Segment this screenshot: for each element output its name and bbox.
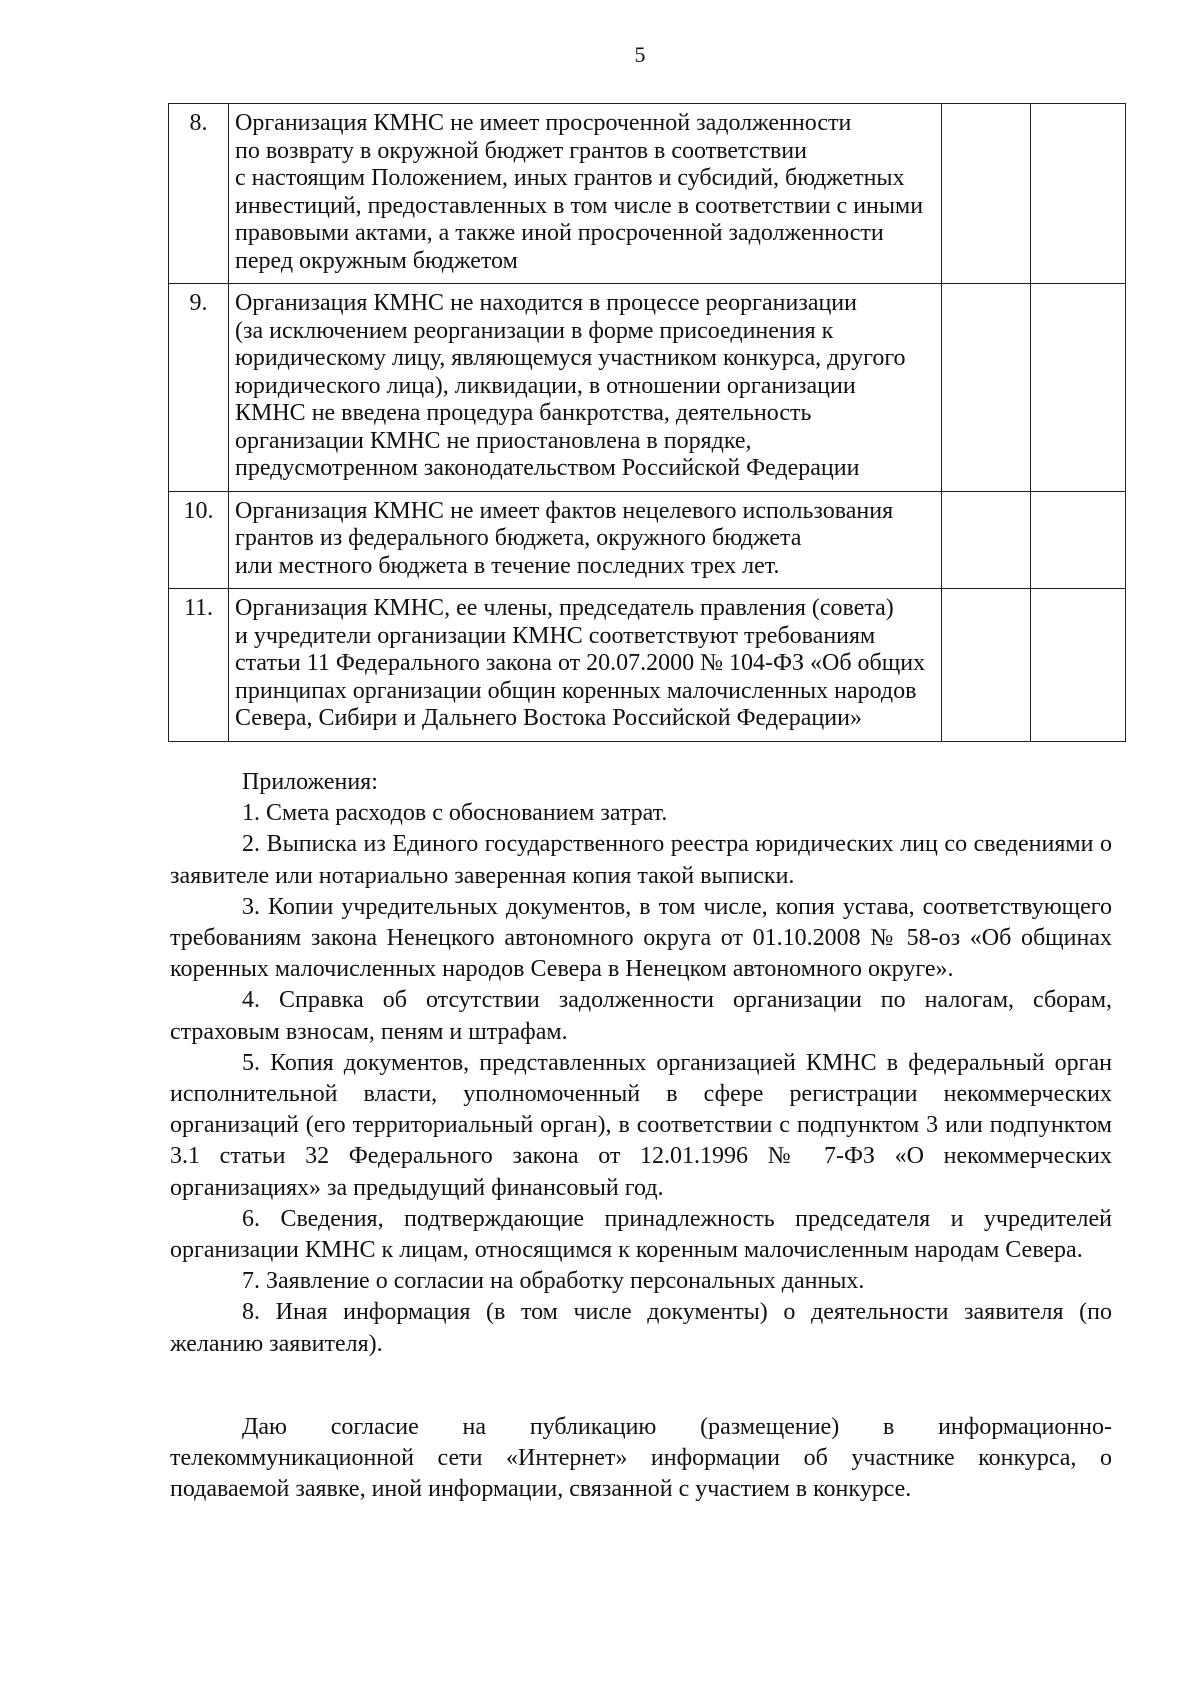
table-row bbox=[169, 491, 1126, 589]
table-row bbox=[169, 284, 1126, 492]
empty-check-cell bbox=[942, 104, 1031, 284]
appendix-item: 5. Копия документов, представленных организацией КМНС в федеральный орган исполнительной власти, уполномоченный в сфере регистрации некоммерческих организаций (его территориальный орган), в соответствии с подпунктом 3 или подпунктом 3.1 статьи 32 Федерального закона от 12.01.1996 № 7-ФЗ «О некоммерческих организациях» за предыдущий финансовый год. bbox=[170, 1049, 1112, 1201]
appendix-item: 6. Сведения, подтверждающие принадлежность председателя и учредителей организации КМНС к лицам, относящимся к коренным малочисленным народам Севера. bbox=[170, 1205, 1112, 1264]
row-text: Организация КМНС не имеет просроченной задолженности по возврату в окружной бюджет грантов в соответствии с настоящим Положением, иных грантов и субсидий, бюджетных инвестиций, предоставленных в том числе в соответствии с иными правовыми актами, а также иной просроченной задолженности перед окружным бюджетом bbox=[229, 104, 942, 284]
row-number: 10. bbox=[169, 491, 229, 589]
row-text: Организация КМНС не находится в процессе реорганизации (за исключением реорганизации в форме присоединения к юридическому лицу, являющемуся участником конкурса, другого юридического лица), ликвидации, в отношении организации КМНС не введена процедура банкротства, деятельность организации КМНС не приостановлена в порядке, предусмотренном законодательством Российской Федерации bbox=[229, 284, 942, 492]
empty-check-cell bbox=[1031, 284, 1126, 492]
empty-check-cell bbox=[942, 284, 1031, 492]
empty-check-cell bbox=[1031, 491, 1126, 589]
appendix-title: Приложения: bbox=[242, 769, 378, 795]
appendix-item: 7. Заявление о согласии на обработку персональных данных. bbox=[242, 1268, 865, 1295]
row-number: 9. bbox=[169, 284, 229, 492]
appendix-section bbox=[170, 767, 1112, 1360]
appendix-item: 4. Справка об отсутствии задолженности организации по налогам, сборам, страховым взносам, пеням и штрафам. bbox=[170, 987, 1112, 1045]
empty-check-cell bbox=[1031, 104, 1126, 284]
empty-check-cell bbox=[1031, 589, 1126, 742]
requirements-table bbox=[168, 103, 1126, 742]
row-number: 8. bbox=[169, 104, 229, 284]
appendix-item: 3. Копии учредительных документов, в том числе, копия устава, соответствующего требованиям закона Ненецкого автономного округа от 01.10.2008 № 58-оз «Об общинах коренных малочисленных народов Севера в Ненецком автономного округе». bbox=[170, 893, 1112, 983]
row-text: Организация КМНС, ее члены, председатель правления (совета) и учредители организации КМНС соответствуют требованиям статьи 11 Федерального закона от 20.07.2000 № 104-ФЗ «Об общих принципах организации общин коренных малочисленных народов Севера, Сибири и Дальнего Востока Российской Федерации» bbox=[229, 589, 942, 742]
table-row bbox=[169, 589, 1126, 742]
appendix-item: 2. Выписка из Единого государственного реестра юридических лиц со сведениями о заявителе или нотариально заверенная копия такой выписки. bbox=[170, 831, 1112, 889]
appendix-item: 1. Смета расходов с обоснованием затрат. bbox=[242, 800, 668, 827]
appendix-item: 8. Иная информация (в том числе документы) о деятельности заявителя (по желанию заявителя). bbox=[170, 1299, 1112, 1357]
row-text: Организация КМНС не имеет фактов нецелевого использования грантов из федерального бюджета, окружного бюджета или местного бюджета в течение последних трех лет. bbox=[229, 491, 942, 589]
consent-paragraph: Даю согласие на публикацию (размещение) в информационно-телекоммуникационной сети «Интернет» информации об участнике конкурса, о подаваемой заявке, иной информации, связанной с участием в конкурсе. bbox=[170, 1414, 1112, 1503]
empty-check-cell bbox=[942, 589, 1031, 742]
table-row bbox=[169, 104, 1126, 284]
page-number: 5 bbox=[634, 42, 646, 67]
row-number: 11. bbox=[169, 589, 229, 742]
empty-check-cell bbox=[942, 491, 1031, 589]
